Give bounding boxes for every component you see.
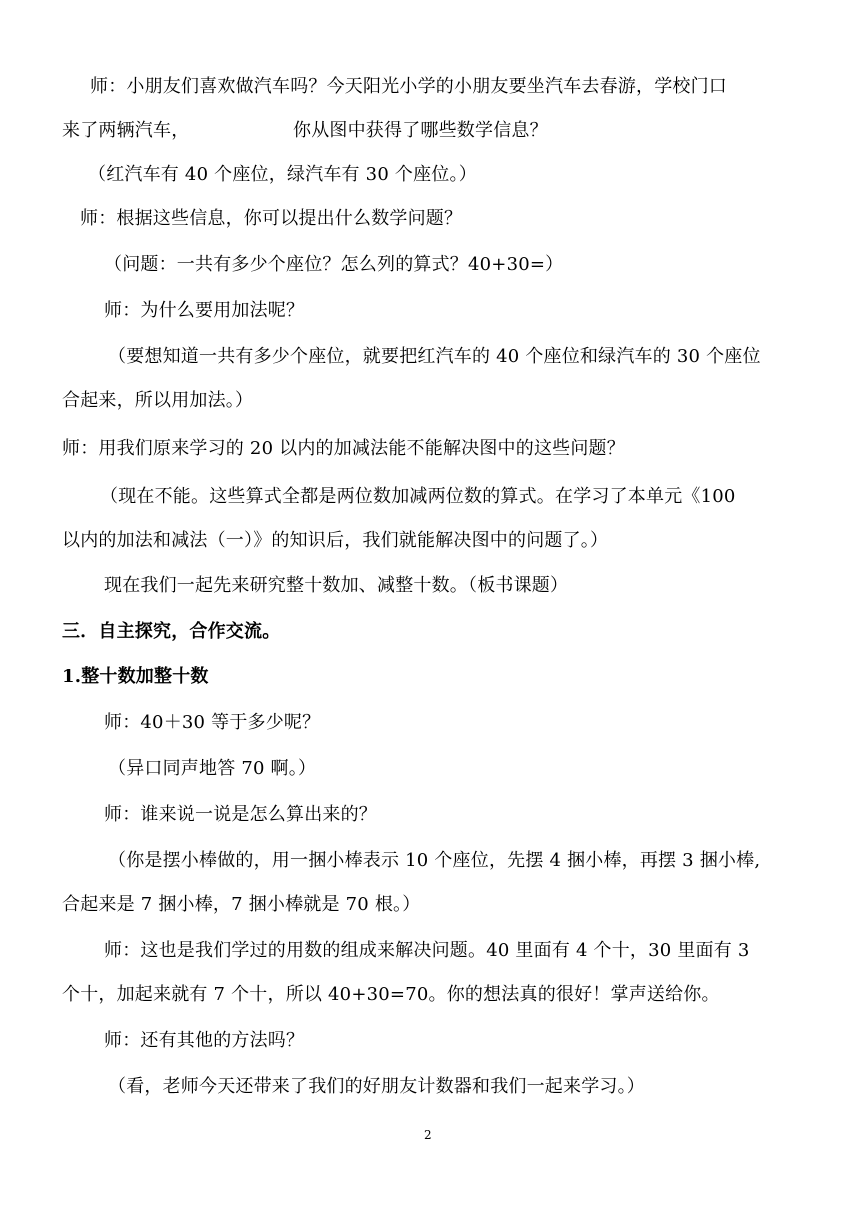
subsection-heading: 1.整十数加整十数 <box>62 666 209 687</box>
text-line: 来了两辆汽车， <box>62 120 190 141</box>
text-line: （要想知道一共有多少个座位，就要把红汽车的 40 个座位和绿汽车的 30 个座位 <box>108 346 761 367</box>
text-line: 师：谁来说一说是怎么算出来的？ <box>104 804 377 825</box>
text-line: （问题：一共有多少个座位？怎么列的算式？40+30=） <box>104 254 564 275</box>
text-line: 师：根据这些信息，你可以提出什么数学问题？ <box>80 208 463 229</box>
text-line: 以内的加法和减法（一）》的知识后，我们就能解决图中的问题了。） <box>62 530 609 551</box>
text-line: （你是摆小棒做的，用一捆小棒表示 10 个座位，先摆 4 捆小棒，再摆 3 捆小棒, <box>108 850 761 871</box>
text-line: 师：小朋友们喜欢做汽车吗？今天阳光小学的小朋友要坐汽车去春游，学校门口 <box>90 76 727 97</box>
text-line: 合起来是 7 捆小棒，7 捆小棒就是 70 根。） <box>62 894 421 915</box>
text-line: 师：还有其他的方法吗？ <box>104 1030 305 1051</box>
text-line: （现在不能。这些算式全都是两位数加减两位数的算式。在学习了本单元《100 <box>100 486 736 507</box>
section-heading: 三．自主探究，合作交流。 <box>62 621 281 642</box>
text-line: 合起来，所以用加法。） <box>62 390 254 411</box>
text-line: 你从图中获得了哪些数学信息？ <box>293 120 548 141</box>
text-line: （看，老师今天还带来了我们的好朋友计数器和我们一起来学习。） <box>108 1076 645 1097</box>
text-line: 师：这也是我们学过的用数的组成来解决问题。40 里面有 4 个十，30 里面有 3 <box>104 940 750 961</box>
text-line: 个十，加起来就有 7 个十，所以 40+30=70。你的想法真的很好！掌声送给你。 <box>62 984 720 1005</box>
page-number: 2 <box>424 1128 432 1142</box>
text-line: 师：为什么要用加法呢？ <box>104 300 305 321</box>
text-line: 现在我们一起先来研究整十数加、减整十数。（板书课题） <box>104 575 569 596</box>
text-line: 师：40＋30 等于多少呢？ <box>104 712 321 733</box>
text-line: 师：用我们原来学习的 20 以内的加减法能不能解决图中的这些问题？ <box>62 438 625 459</box>
text-line: （异口同声地答 70 啊。） <box>108 758 317 779</box>
text-line: （红汽车有 40 个座位，绿汽车有 30 个座位。） <box>88 164 477 185</box>
